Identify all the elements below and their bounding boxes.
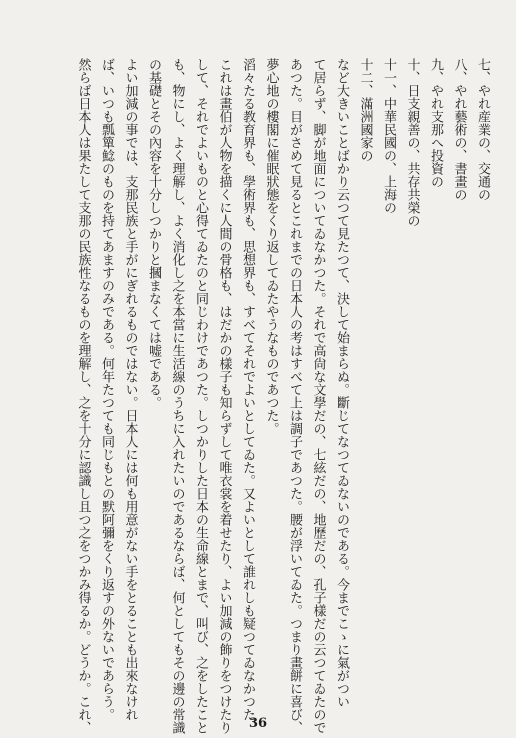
- body-line-11: ば、いつも瓢簞鯰のものを持てあますのみである。何年たつても同じもとの默阿彌をくり返すの外ないであらう。: [99, 58, 114, 721]
- list-item-8: 八、やれ藝術の、書畫の: [451, 58, 467, 201]
- body-line-8: も、物にし、よく理解し、よく消化し之を本當に生活線のうちに入れたいのであるならば、何としてもその邊の常識: [169, 58, 185, 734]
- list-item-11: 十一、中華民國の、上海の: [381, 58, 396, 214]
- body-line-6: これは畫伯が人物を描くに人間の骨格も、はだかの樣子も知らずして唯衣裳を着せたり、よい加減の飾りをつけたり: [216, 58, 232, 734]
- body-line-9: の基礎とその內容を十分しつかりと摑まなくては嘘である。: [146, 58, 161, 409]
- body-line-1: など大きいことばかり云つて見たつて、決して始まらぬ。斷じてなつてゐないのである。今までこゝに氣がつい: [334, 58, 349, 708]
- list-item-7: 七、やれ産業の、交通の: [475, 58, 490, 201]
- list-item-10: 十、日支親善の、共存共榮の: [404, 58, 420, 227]
- body-line-12: 然らば日本人は果たして支那の民族性なるものを理解し、之を十分に認識し且つ之をつかみ得るか。どうか。これ、: [75, 58, 91, 734]
- body-line-7: して、それでよいものと心得てゐたのと同じわけであつた。しつかりした日本の生命線とまで、叫び、之をしたこと: [193, 58, 208, 734]
- body-line-10: よい加減の事では、支那民族と手がにぎれるものではない。日本人には何も用意がない手をとることも出來なけれ: [122, 58, 138, 721]
- body-line-4: 夢心地の樓閣に催眠狀態をくり返してゐたやうなものであつた。: [263, 58, 279, 435]
- list-item-9: 九、やれ支那へ投資の: [428, 58, 443, 188]
- page-number: 36: [248, 716, 268, 731]
- body-line-3: あつた。目がさめて見るとこれまでの日本人の考はすべて上は調子であつた。腰が浮いてゐた。つまり畫餅に喜び、: [287, 58, 302, 734]
- body-line-5: 滔々たる教育界も、學術界も、思想界も、すべてそれでよいとしてゐた。又よいとして誰れしも疑つてゐなかつた: [240, 58, 255, 721]
- body-line-2: て居らず、脚が地面についてゐなかつた。それで高尙な文學だの、七絃だの、地歷だの、孔子樣だの云つてゐたので: [310, 58, 326, 734]
- list-item-12: 十二、滿洲國家の: [357, 58, 373, 162]
